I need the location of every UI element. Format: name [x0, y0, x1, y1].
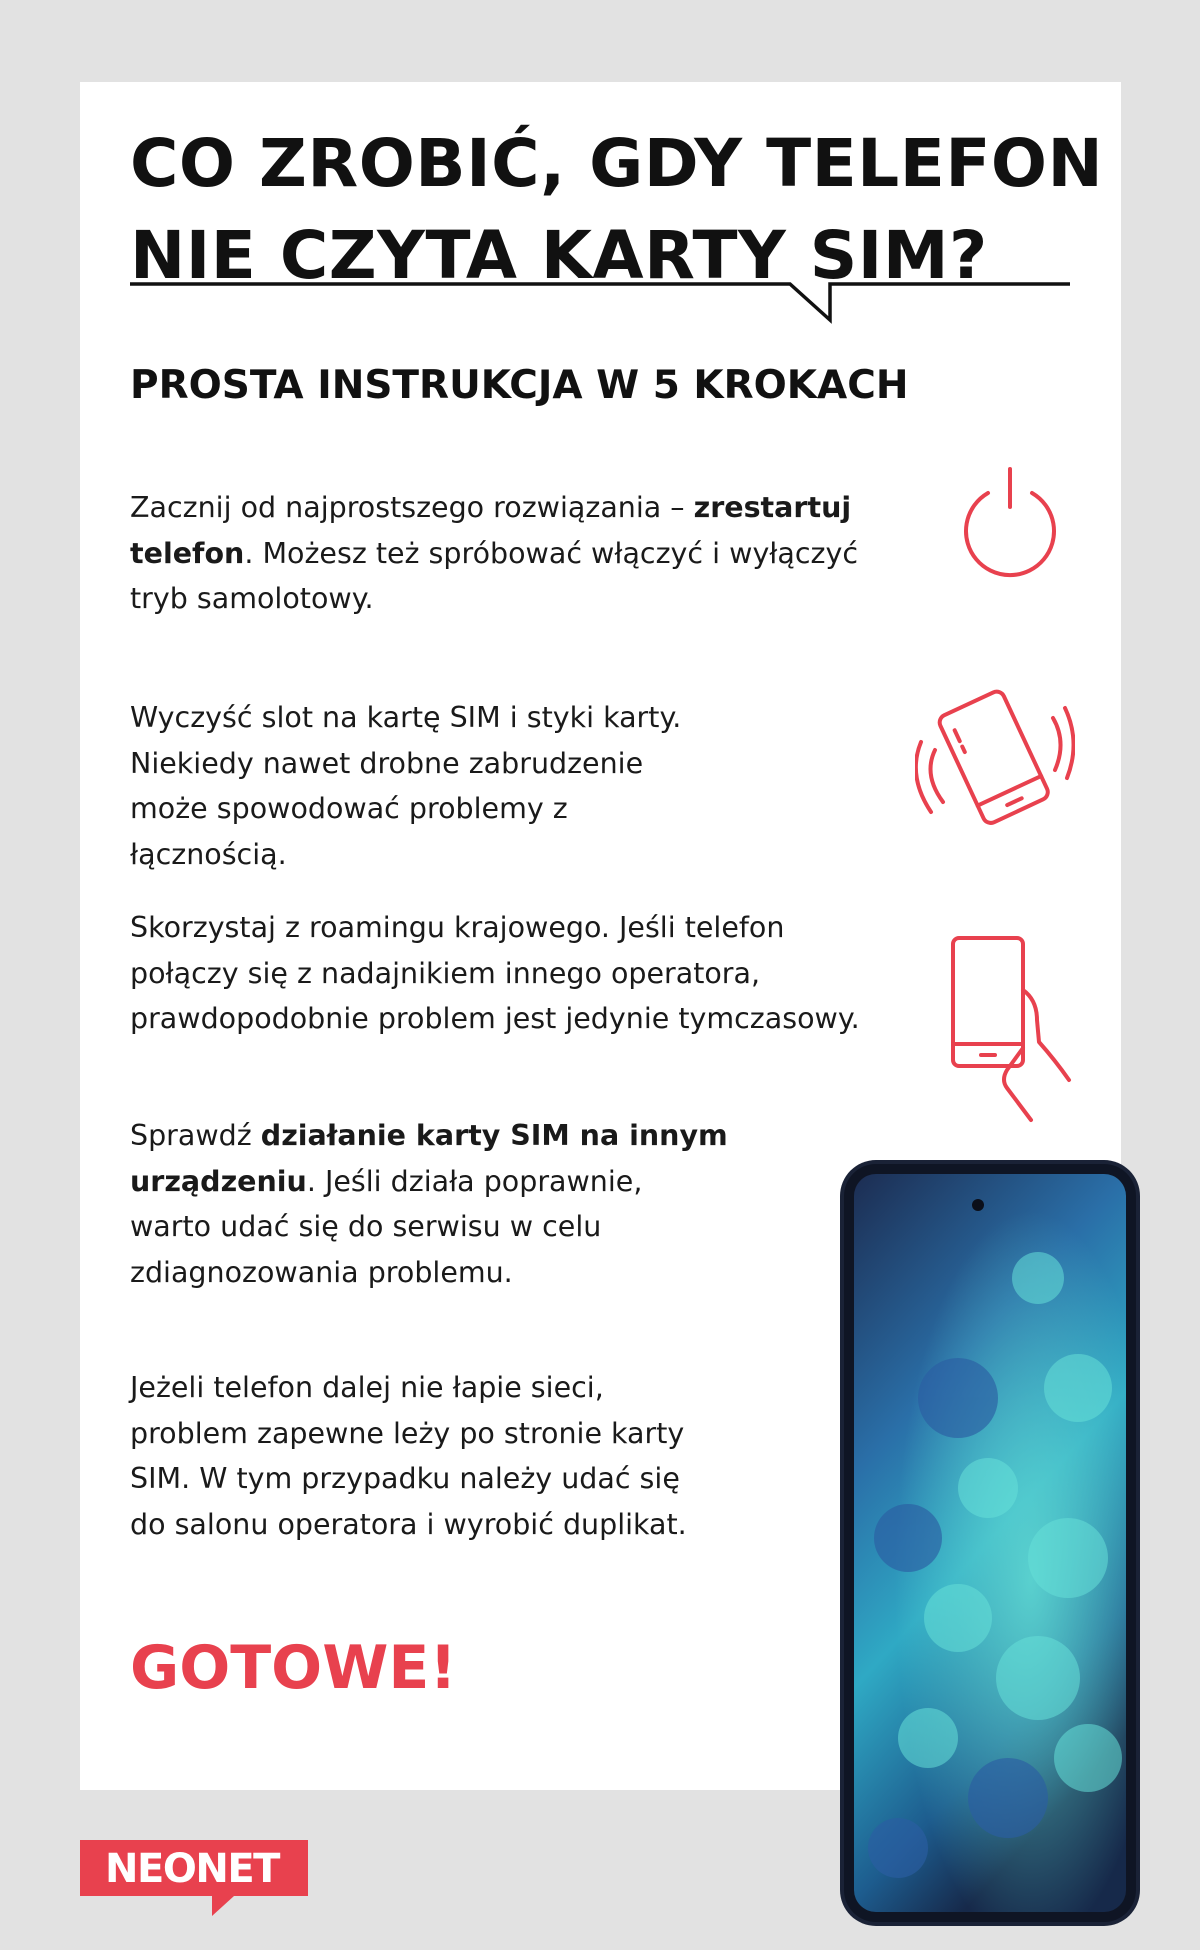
hand-holding-phone-icon [945, 930, 1075, 1125]
title-line-2: NIE CZYTA KARTY SIM? [130, 217, 988, 294]
title-line-1: CO ZROBIĆ, GDY TELEFON [130, 125, 1104, 202]
smartphone-image [838, 1158, 1143, 1928]
logo-wordmark: NEONET [105, 1846, 279, 1892]
step-5-text: Jeżeli telefon dalej nie łapie sieci, problem zapewne leży po stronie karty SIM. W tym przypadku należy udać się do salonu operatora i wyrobić duplikat. [130, 1371, 687, 1541]
step-4-text: Sprawdź działanie karty SIM na innym urządzeniu. Jeśli działa poprawnie, warto udać się do serwisu w celu zdiagnozowania problemu. [130, 1119, 728, 1289]
power-icon [955, 465, 1065, 590]
speech-bubble-underline [130, 268, 1070, 328]
vibrating-tablet-icon [915, 680, 1075, 840]
subtitle: PROSTA INSTRUKCJA W 5 KROKACH [130, 363, 909, 408]
step-3-text: Skorzystaj z roamingu krajowego. Jeśli telefon połączy się z nadajnikiem innego operatora, prawdopodobnie problem jest jedynie tymczasowy. [130, 911, 860, 1035]
step-1-text: Zacznij od najprostszego rozwiązania – zrestartuj telefon. Możesz też spróbować włączyć i wyłączyć tryb samolotowy. [130, 491, 859, 615]
done-heading: GOTOWE! [130, 1633, 457, 1703]
step-2-text: Wyczyść slot na kartę SIM i styki karty. Niekiedy nawet drobne zabrudzenie może spowodować problemy z łącznością. [130, 701, 682, 871]
